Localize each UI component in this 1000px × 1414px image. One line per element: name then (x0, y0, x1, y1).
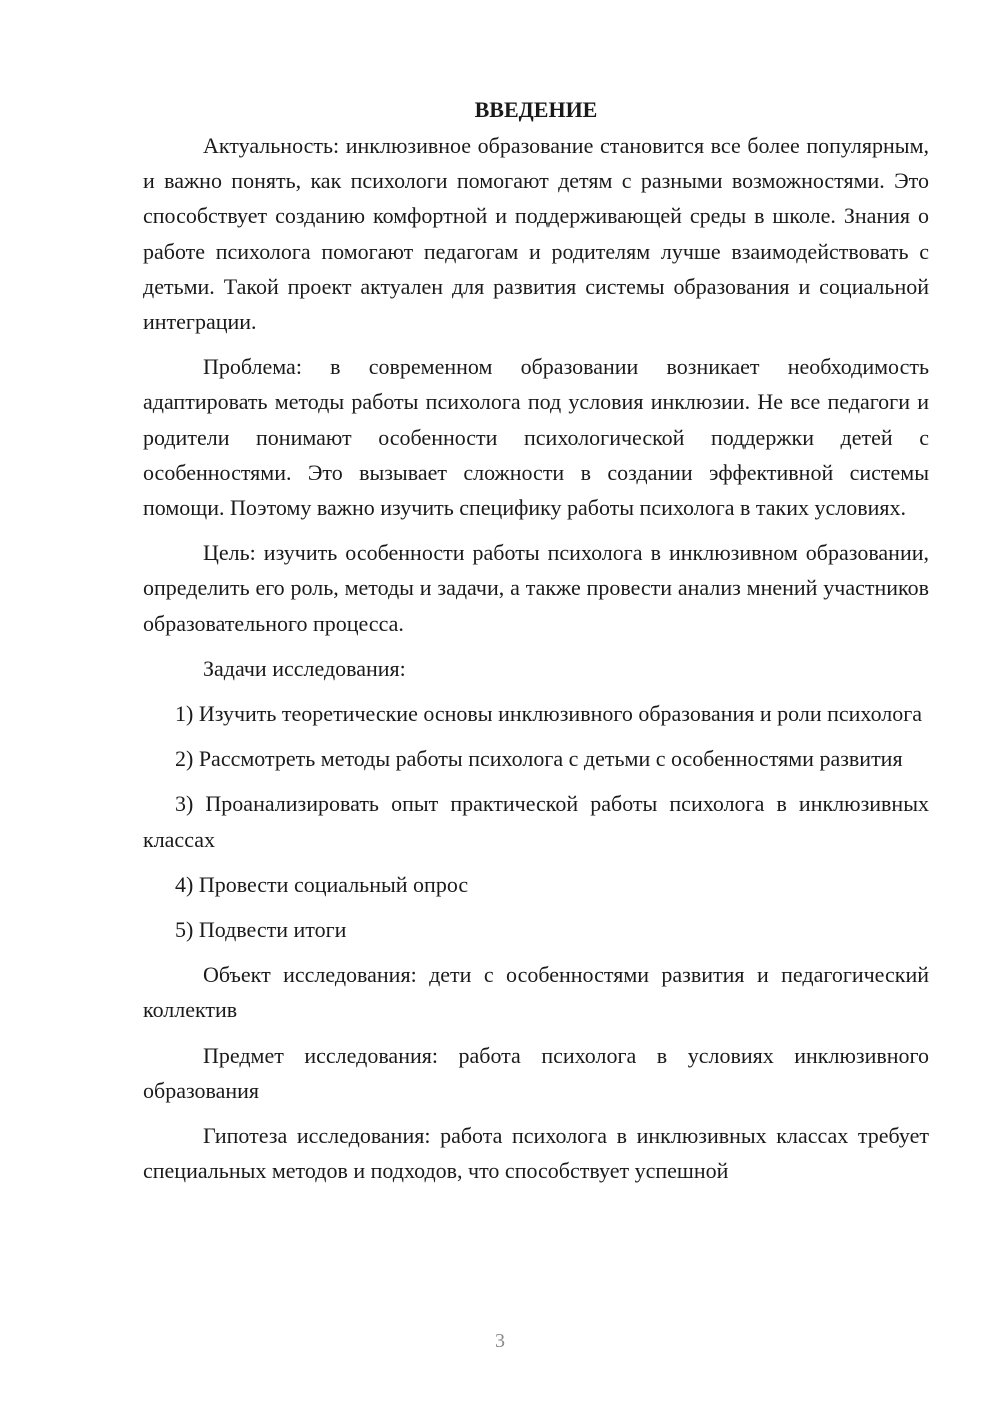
task-item-3: 3) Проанализировать опыт практической работы психолога в инклюзивных классах (143, 791, 929, 852)
document-page (143, 92, 929, 1198)
task-item-5: 5) Подвести итоги (175, 917, 347, 943)
paragraph-problem: Проблема: в современном образовании возникает необходимость адаптировать методы работы психолога под условия инклюзии. Не все педагоги и родители понимают особенности психологической поддержки детей с особенностями. Это вызывает сложности в создании эффективной системы помощи. Поэтому важно изучить специфику работы психолога в таких условиях. (143, 354, 929, 521)
paragraph-tasks-label: Задачи исследования: (203, 655, 406, 681)
paragraph-subject: Предмет исследования: работа психолога в условиях инклюзивного образования (143, 1042, 929, 1103)
task-item-4: 4) Провести социальный опрос (175, 871, 469, 897)
paragraph-object: Объект исследования: дети с особенностями развития и педагогический коллектив (143, 962, 929, 1023)
task-item-1: 1) Изучить теоретические основы инклюзивного образования и роли психолога (175, 701, 923, 727)
task-item-2: 2) Рассмотреть методы работы психолога с детьми с особенностями развития (175, 746, 903, 772)
paragraph-relevance: Актуальность: инклюзивное образование становится все более популярным, и важно понять, как психологи помогают детям с разными возможностями. Это способствует созданию комфортной и поддерживающей среды в школе. Знания о работе психолога помогают педагогам и родителям лучше взаимодействовать с детьми. Такой проект актуален для развития системы образования и социальной интеграции. (143, 133, 929, 335)
page-number: 3 (495, 1330, 505, 1352)
paragraph-hypothesis: Гипотеза исследования: работа психолога в инклюзивных классах требует специальных методов и подходов, что способствует успешной (143, 1123, 929, 1184)
section-heading: ВВЕДЕНИЕ (474, 97, 598, 122)
paragraph-goal: Цель: изучить особенности работы психолога в инклюзивном образовании, определить его роль, методы и задачи, а также провести анализ мнений участников образовательного процесса. (143, 540, 929, 636)
